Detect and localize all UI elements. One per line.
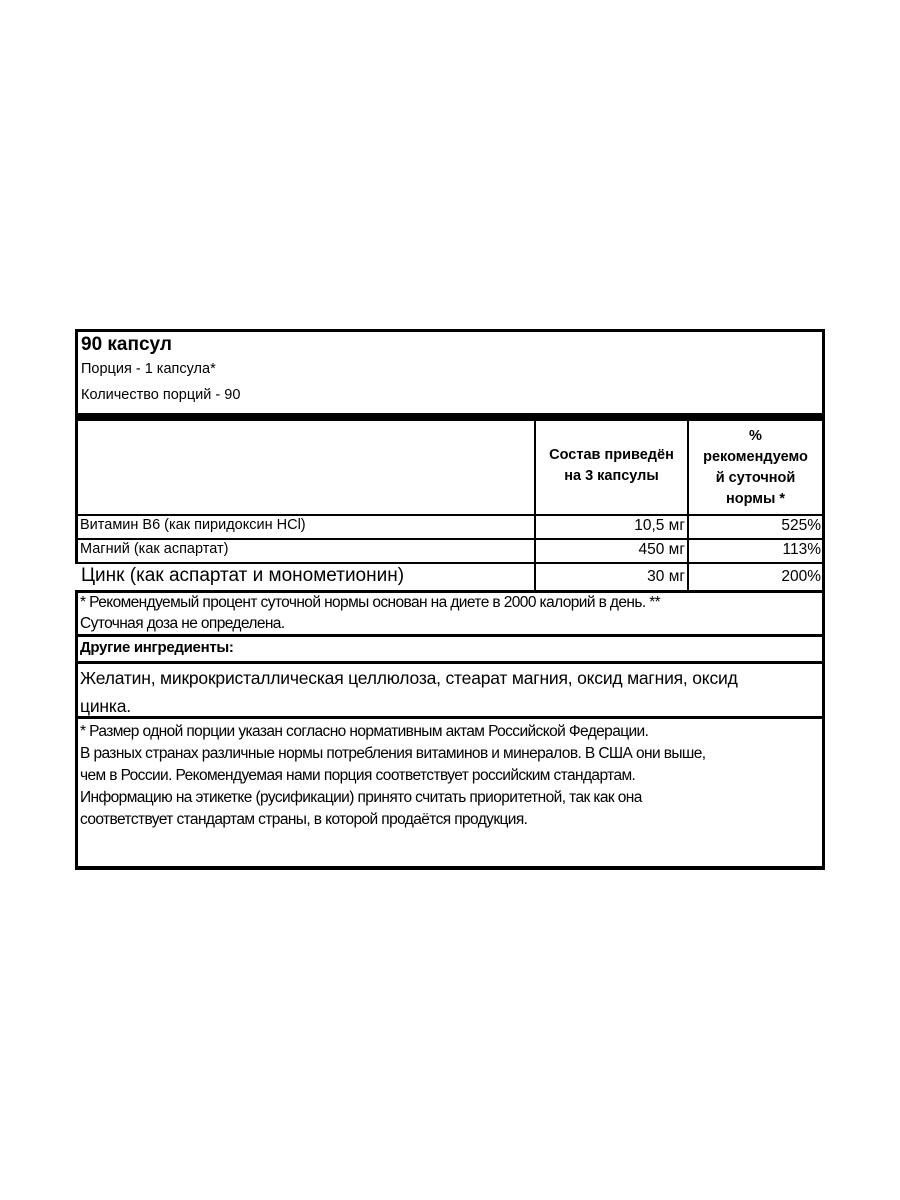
nutrient-daily-value: 200% (781, 568, 821, 585)
disclaimer-text: * Размер одной порции указан согласно нормативным актам Российской Федерации. В разных странах различные нормы потребления витаминов и минералов. В США они выше, чем в России. Рекомендуемая нами порция соответствует российским стандартам. Информацию на этикетке (русификации) принято считать приоритетной, так как она соответствует стандартам страны, в которой продаётся продукция. (80, 723, 706, 828)
row-separator (75, 590, 825, 593)
footnote-line-1: * Рекомендуемый процент суточной нормы основан на диете в 2000 калорий в день. ** (80, 594, 661, 611)
nutrient-name: Витамин В6 (как пиридоксин HCl) (80, 517, 306, 533)
section-divider (75, 634, 825, 637)
nutrient-name: Цинк (как аспартат и монометионин) (81, 565, 405, 586)
nutrient-daily-value: 525% (781, 517, 821, 534)
row-separator (75, 514, 825, 516)
section-divider (75, 716, 825, 719)
nutrient-name: Магний (как аспартат) (80, 541, 229, 557)
border-left-upper (75, 329, 78, 563)
nutrient-amount: 10,5 мг (634, 517, 685, 534)
other-ingredients-text: Желатин, микрокристаллическая целлюлоза, стеарат магния, оксид магния, оксид цинка. (80, 668, 738, 716)
border-bottom (75, 866, 825, 870)
row-separator (75, 538, 825, 540)
nutrient-amount: 450 мг (638, 541, 685, 558)
column-header-amount: Состав приведён на 3 капсулы (549, 447, 674, 484)
nutrient-amount: 30 мг (647, 568, 685, 585)
product-title: 90 капсул (81, 334, 172, 355)
border-top (75, 329, 825, 332)
border-left-lower (75, 591, 78, 870)
serving-size: Порция - 1 капсула* (81, 361, 216, 377)
other-ingredients-heading: Другие ингредиенты: (80, 639, 234, 656)
thick-divider (75, 413, 825, 421)
servings-count: Количество порций - 90 (81, 387, 241, 403)
border-right (822, 329, 825, 870)
row-separator (75, 562, 825, 564)
column-header-daily-value: % рекомендуемо й суточной нормы * (703, 428, 808, 507)
footnote-line-2: Суточная доза не определена. (80, 615, 285, 632)
supplement-facts-label (75, 329, 825, 870)
nutrient-daily-value: 113% (782, 541, 821, 558)
